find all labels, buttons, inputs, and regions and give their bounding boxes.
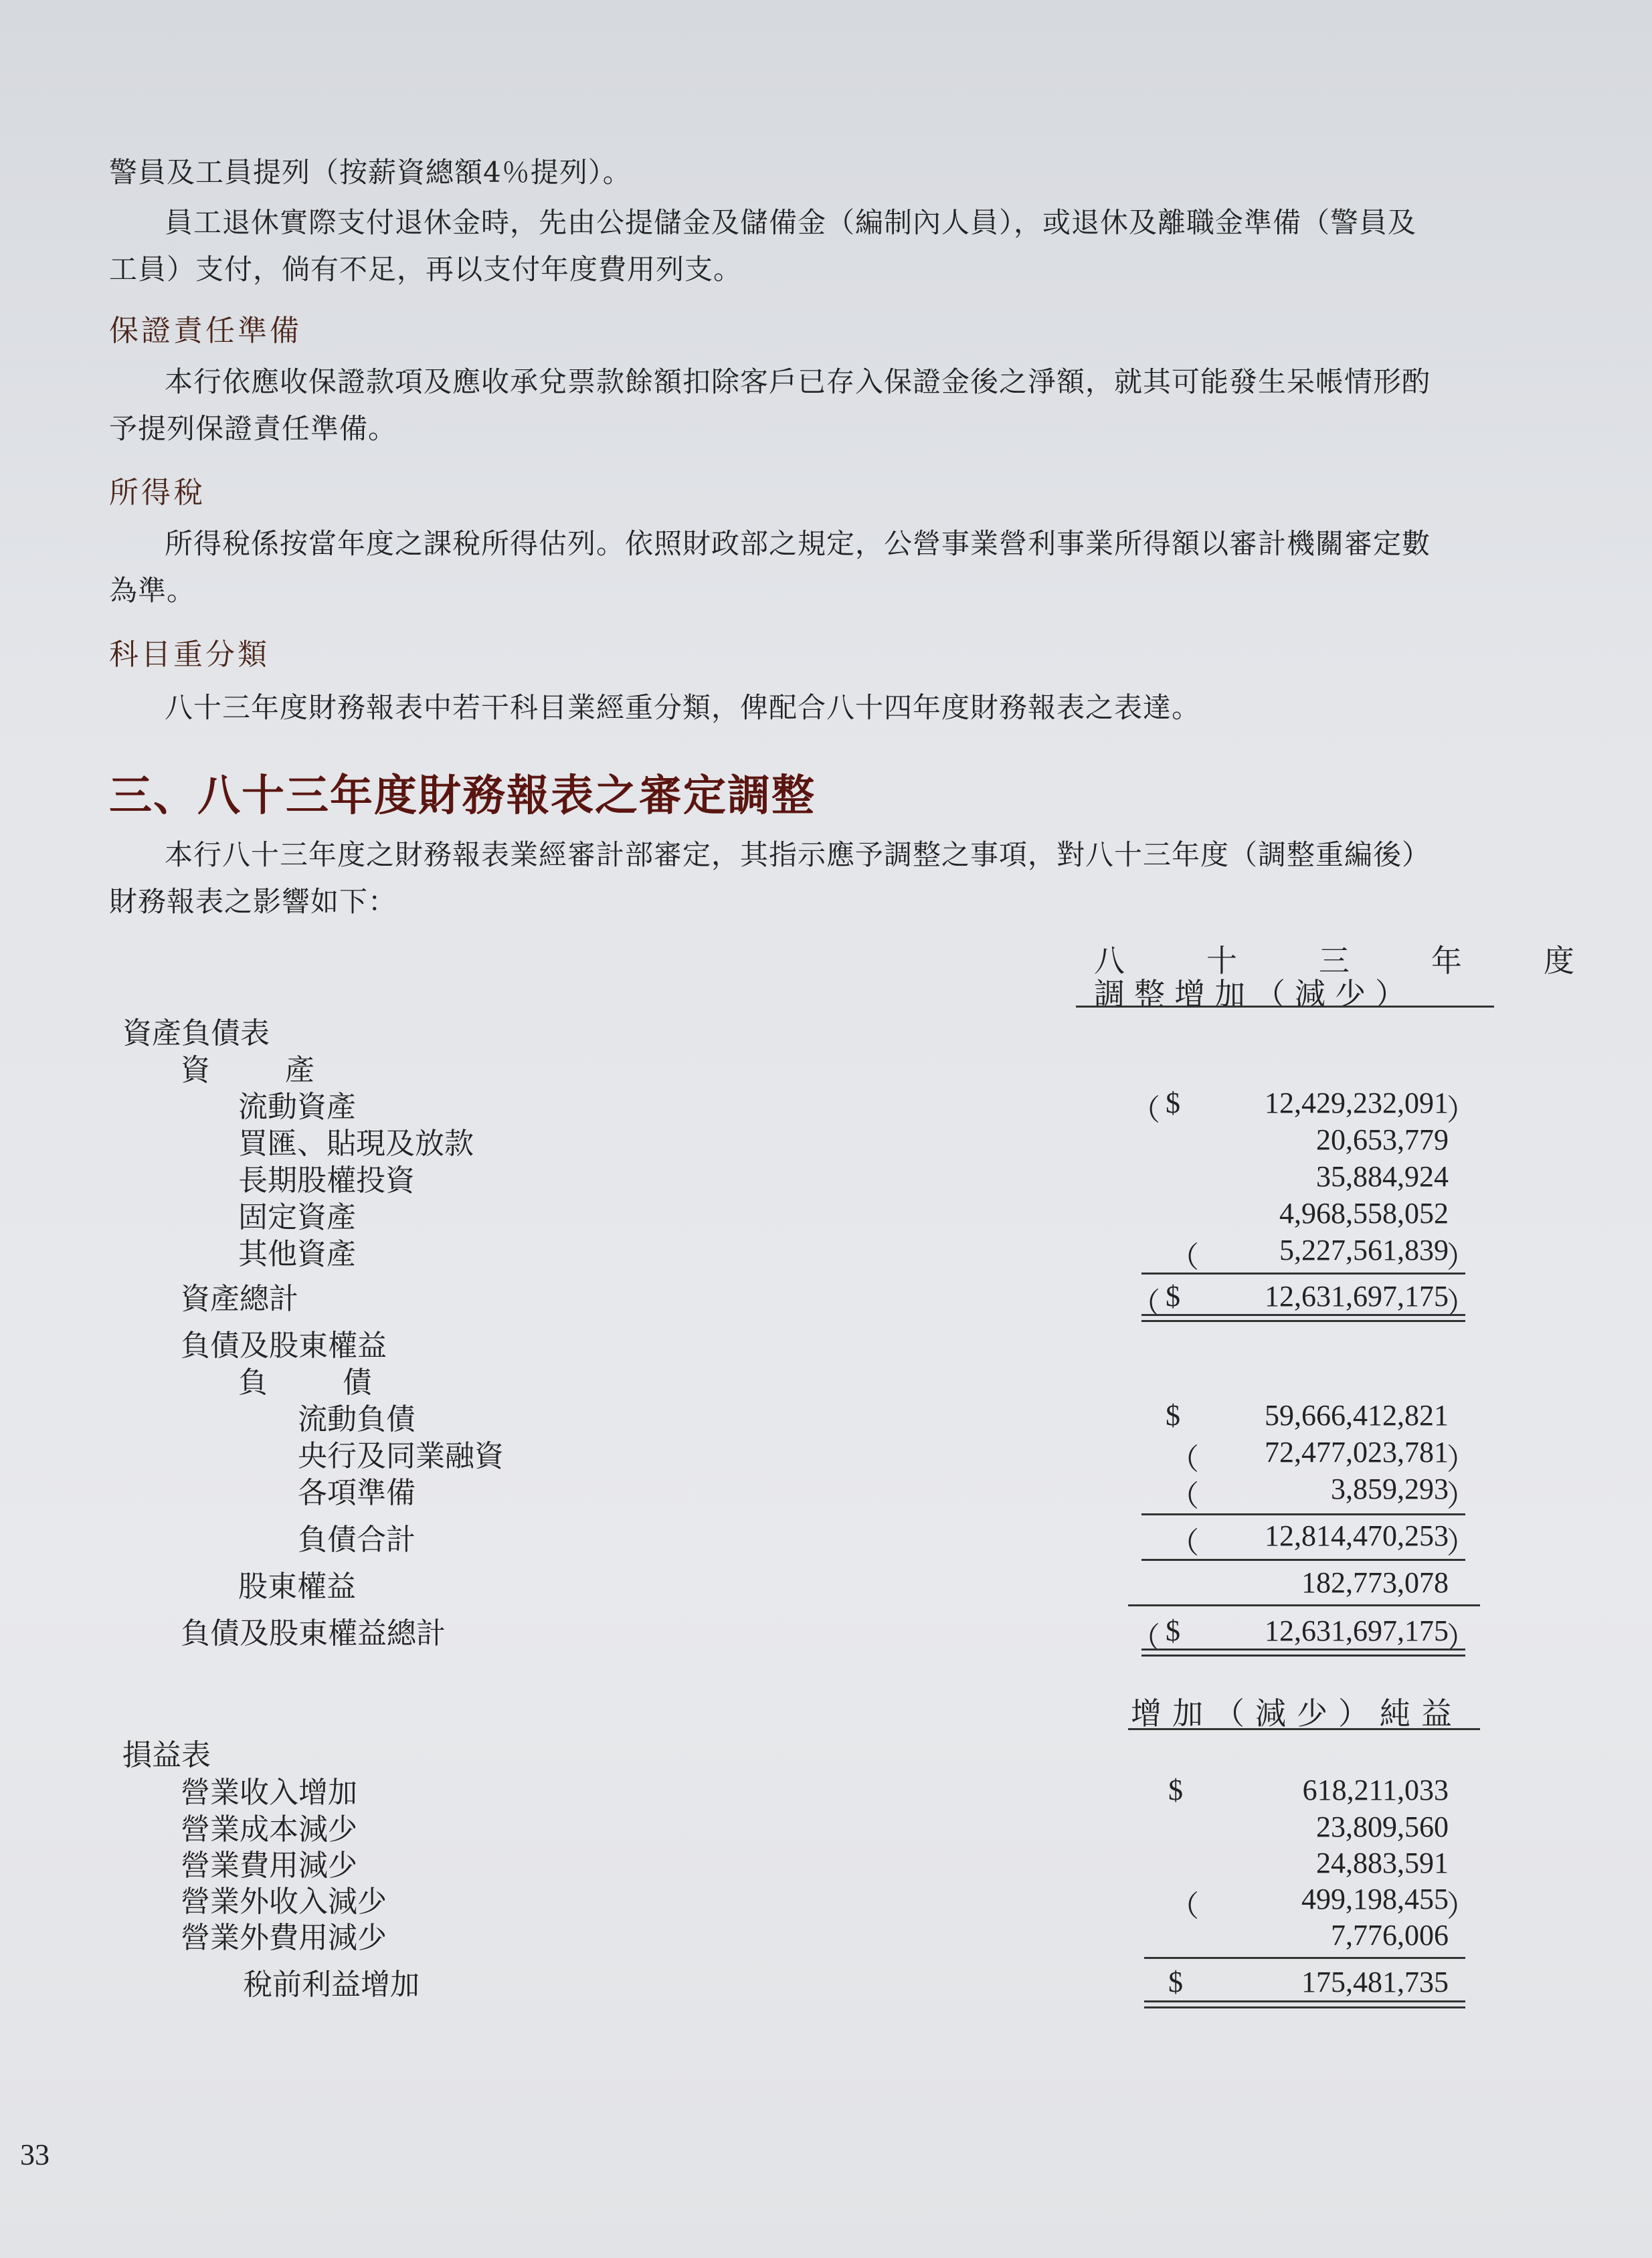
value-op-cost: 23,809,560 [1316,1810,1449,1843]
column-header-adjust: 調整增加（減少） [1094,976,1415,1012]
row-label-other-assets: 其他資產 [238,1237,356,1271]
section-heading: 保證責任準備 [109,314,302,348]
value-total-liab: 12,814,470,253 [1265,1519,1449,1552]
paragraph-line: 予提列保證責任準備。 [109,412,397,445]
column-header-year: 八 十 三 年 度 [1094,943,1600,979]
row-label-total-liab-equity: 負債及股東權益總計 [181,1616,446,1651]
dollar-sign: $ [1168,1774,1183,1806]
page-number: 33 [20,2138,50,2171]
value-equity: 182,773,078 [1301,1566,1449,1599]
open-paren: （ [1170,1443,1199,1476]
open-paren: （ [1131,1094,1160,1127]
paragraph-line: 八十三年度財務報表中若干科目業經重分類，俾配合八十四年度財務報表之表達。 [165,691,1201,724]
row-label-current-liab: 流動負債 [298,1402,416,1436]
value-nonop-rev: 499,198,455 [1301,1883,1449,1915]
value-current-assets: 12,429,232,091 [1265,1087,1449,1119]
close-paren: ） [1447,1622,1476,1655]
value-pretax: 175,481,735 [1301,1966,1449,1998]
value-current-liab: 59,666,412,821 [1265,1399,1449,1432]
value-nonop-exp: 7,776,006 [1331,1919,1449,1952]
row-label-current-assets: 流動資產 [238,1090,356,1124]
assets-title: 資 產 [181,1053,320,1087]
income-statement-title: 損益表 [122,1738,211,1772]
close-paren: ） [1447,1443,1476,1476]
value-lt-equity: 35,884,924 [1316,1160,1449,1193]
row-label-reserves: 各項準備 [298,1476,416,1510]
open-paren: （ [1170,1890,1199,1923]
row-label-op-exp: 營業費用減少 [181,1849,357,1883]
row-label-op-cost: 營業成本減少 [181,1812,357,1847]
row-label-total-assets: 資產總計 [181,1282,298,1316]
intro-line: 財務報表之影響如下： [109,885,397,918]
dollar-sign: $ [1166,1399,1180,1432]
open-paren: （ [1170,1527,1199,1560]
paragraph-line: 所得稅係按當年度之課稅所得估列。依照財政部之規定，公營事業營利事業所得額以審計機關審定數 [165,527,1431,560]
close-paren: ） [1447,1480,1476,1513]
value-fixed-assets: 4,968,558,052 [1279,1197,1449,1230]
open-paren: （ [1170,1241,1199,1274]
row-label-fixed-assets: 固定資產 [238,1200,356,1234]
liab-equity-title: 負債及股東權益 [181,1329,387,1363]
open-paren: （ [1170,1480,1199,1513]
value-reserves: 3,859,293 [1331,1473,1449,1505]
paragraph-line: 警員及工員提列（按薪資總額4％提列）。 [109,156,632,189]
paragraph-line: 工員）支付，倘有不足，再以支付年度費用列支。 [109,253,743,286]
income-column-header: 增加（減少）純益 [1131,1695,1463,1731]
row-label-nonop-rev: 營業外收入減少 [181,1885,387,1919]
value-op-rev: 618,211,033 [1302,1774,1449,1806]
open-paren: （ [1131,1287,1160,1320]
subtotal-rule [1128,1604,1480,1606]
section-title: 三、八十三年度財務報表之審定調整 [109,771,816,821]
value-other-assets: 5,227,561,839 [1279,1234,1449,1266]
total-double-rule [1141,1649,1465,1657]
row-label-bills-loans: 買匯、貼現及放款 [238,1127,474,1161]
balance-sheet-title: 資產負債表 [122,1016,270,1050]
value-total-assets: 12,631,697,175 [1265,1280,1449,1313]
close-paren: ） [1447,1287,1476,1320]
open-paren: （ [1131,1622,1160,1655]
row-label-cb-interbank: 央行及同業融資 [298,1439,504,1473]
total-double-rule [1141,1314,1465,1322]
value-cb-interbank: 72,477,023,781 [1265,1436,1449,1469]
value-total-liab-equity: 12,631,697,175 [1265,1614,1449,1647]
row-label-nonop-exp: 營業外費用減少 [181,1921,387,1955]
intro-line: 本行八十三年度之財務報表業經審計部審定，其指示應予調整之事項，對八十三年度（調整重編後） [165,838,1431,871]
value-bills-loans: 20,653,779 [1316,1123,1449,1156]
close-paren: ） [1447,1890,1476,1923]
dollar-sign: $ [1166,1614,1180,1647]
value-op-exp: 24,883,591 [1316,1847,1449,1879]
row-label-pretax: 稅前利益增加 [243,1968,420,2002]
subtotal-rule [1141,1513,1465,1515]
close-paren: ） [1447,1527,1476,1560]
close-paren: ） [1447,1094,1476,1127]
dollar-sign: $ [1166,1280,1180,1313]
close-paren: ） [1447,1241,1476,1274]
section-heading: 所得稅 [109,476,205,510]
income-header-rule [1128,1728,1480,1730]
subtotal-rule [1144,1957,1465,1959]
paragraph-line: 員工退休實際支付退休金時，先由公提儲金及儲備金（編制內人員），或退休及離職金準備（警員及 [165,206,1417,239]
paragraph-line: 本行依應收保證款項及應收承兌票款餘額扣除客戶已存入保證金後之淨額，就其可能發生呆帳情形酌 [165,365,1431,398]
row-label-lt-equity: 長期股權投資 [238,1163,415,1198]
row-label-equity: 股東權益 [238,1570,356,1604]
subtotal-rule [1141,1273,1465,1275]
row-label-total-liab: 負債合計 [298,1523,416,1557]
column-header-rule [1076,1006,1494,1008]
dollar-sign: $ [1166,1087,1180,1119]
row-label-op-rev: 營業收入增加 [181,1776,357,1810]
liab-title: 負 債 [238,1366,377,1400]
section-heading: 科目重分類 [109,638,270,672]
subtotal-rule [1141,1559,1465,1561]
paragraph-line: 為準。 [109,574,196,607]
dollar-sign: $ [1168,1966,1183,1998]
total-double-rule [1144,2000,1465,2008]
